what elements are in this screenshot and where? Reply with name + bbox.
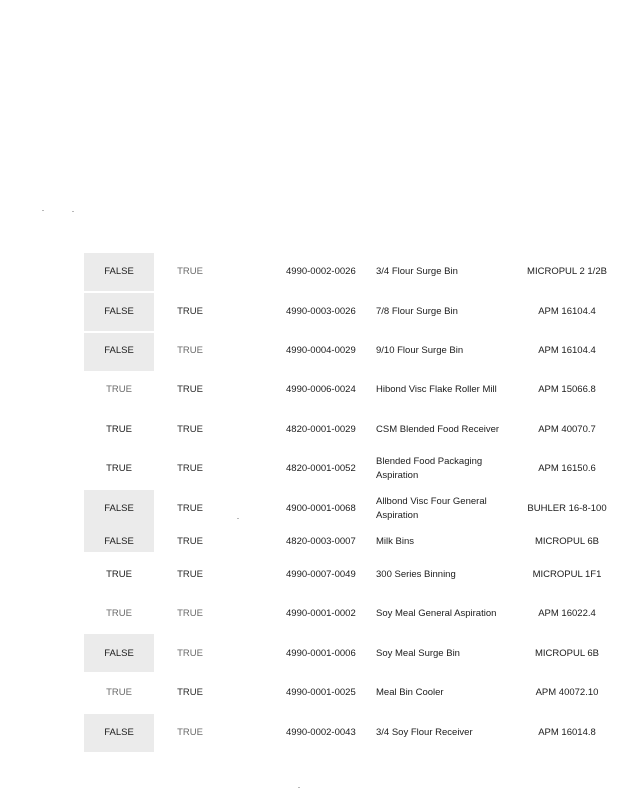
description: 9/10 Flour Surge Bin [376, 345, 464, 356]
flag-2: TRUE [177, 424, 203, 435]
table-row [0, 568, 618, 606]
equipment-model: APM 40070.7 [538, 424, 596, 435]
equipment-id: 4990-0004-0029 [286, 345, 356, 356]
equipment-id: 4990-0001-0025 [286, 687, 356, 698]
equipment-id: 4900-0001-0068 [286, 503, 356, 514]
equipment-id: 4990-0007-0049 [286, 569, 356, 580]
description: 7/8 Flour Surge Bin [376, 306, 458, 317]
flag-2: TRUE [177, 648, 203, 659]
flag-2: TRUE [177, 727, 203, 738]
table-row [0, 495, 618, 533]
description: Milk Bins [376, 536, 415, 547]
equipment-model: APM 15066.8 [538, 384, 596, 395]
flag-2: TRUE [177, 569, 203, 580]
flag-1: TRUE [106, 424, 132, 435]
equipment-model: BUHLER 16-8-100 [527, 503, 607, 514]
flag-2: TRUE [177, 536, 203, 547]
table-row [0, 383, 618, 421]
description: Soy Meal General Aspiration [376, 608, 497, 619]
equipment-model: APM 16022.4 [538, 608, 596, 619]
flag-1: TRUE [106, 463, 132, 474]
equipment-model: APM 40072.10 [535, 687, 599, 698]
table-row [0, 455, 618, 493]
flag-2: TRUE [177, 266, 203, 277]
flag-2: TRUE [177, 608, 203, 619]
description: 300 Series Binning [376, 569, 456, 580]
equipment-model: APM 16150.6 [538, 463, 596, 474]
flag-1: TRUE [106, 569, 132, 580]
flag-1: FALSE [104, 266, 134, 277]
description: 3/4 Soy Flour Receiver [376, 727, 473, 738]
flag-1: TRUE [106, 608, 132, 619]
flag-1: TRUE [106, 687, 132, 698]
description: Blended Food Packaging Aspiration [376, 456, 483, 481]
flag-1: FALSE [104, 345, 134, 356]
flag-1: FALSE [104, 503, 134, 514]
equipment-model: MICROPUL 6B [534, 536, 600, 547]
table-row [0, 265, 618, 303]
description: Hibond Visc Flake Roller Mill [376, 384, 497, 395]
equipment-model: APM 16104.4 [538, 345, 596, 356]
flag-2: TRUE [177, 503, 203, 514]
equipment-id: 4990-0001-0006 [286, 648, 356, 659]
equipment-model: MICROPUL 6B [534, 648, 600, 659]
table-row [0, 726, 618, 764]
equipment-id: 4990-0002-0026 [286, 266, 356, 277]
description: Soy Meal Surge Bin [376, 648, 460, 659]
description: 3/4 Flour Surge Bin [376, 266, 458, 277]
flag-2: TRUE [177, 345, 203, 356]
description: Allbond Visc Four General Aspiration [376, 496, 487, 521]
description: Meal Bin Cooler [376, 687, 444, 698]
equipment-id: 4990-0002-0043 [286, 727, 356, 738]
equipment-id: 4820-0001-0029 [286, 424, 356, 435]
table-row [0, 607, 618, 645]
equipment-model: MICROPUL 2 1/2B [527, 266, 607, 277]
equipment-model: APM 16104.4 [538, 306, 596, 317]
equipment-model: MICROPUL 1F1 [532, 569, 602, 580]
flag-1: FALSE [104, 306, 134, 317]
flag-2: TRUE [177, 306, 203, 317]
table-row [0, 686, 618, 724]
equipment-id: 4820-0003-0007 [286, 536, 356, 547]
flag-2: TRUE [177, 687, 203, 698]
flag-1: FALSE [104, 536, 134, 547]
table-row [0, 647, 618, 685]
equipment-id: 4990-0006-0024 [286, 384, 356, 395]
equipment-id: 4990-0003-0026 [286, 306, 356, 317]
equipment-model: APM 16014.8 [538, 727, 596, 738]
table-row [0, 344, 618, 382]
flag-2: TRUE [177, 384, 203, 395]
flag-1: FALSE [104, 727, 134, 738]
flag-1: TRUE [106, 384, 132, 395]
equipment-id: 4820-0001-0052 [286, 463, 356, 474]
equipment-id: 4990-0001-0002 [286, 608, 356, 619]
description: CSM Blended Food Receiver [376, 424, 500, 435]
table-row [0, 305, 618, 343]
flag-1: FALSE [104, 648, 134, 659]
flag-2: TRUE [177, 463, 203, 474]
